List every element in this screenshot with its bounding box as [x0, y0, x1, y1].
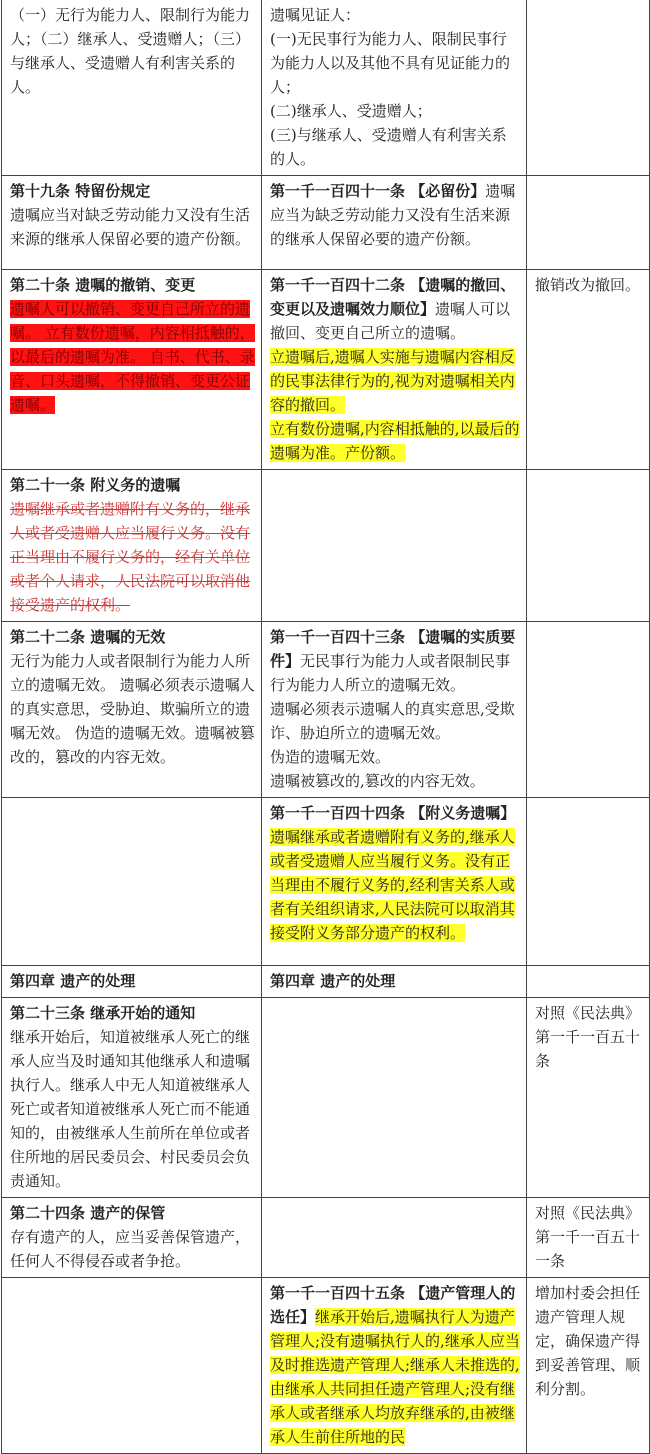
paragraph — [10, 625, 255, 649]
text-run: 立遗嘱后,遗嘱人实施与遗嘱内容相反的民事法律行为的,视为对遗嘱相关内容的撤回。 — [270, 348, 515, 414]
text-run: 无行为能力人或者限制行为能力人所立的遗嘱无效。 遗嘱必须表示遗嘱人的真实意思，受胁迫、欺骗所立的遗嘱无效。 伪造的遗嘱无效。遗嘱被篡改的，篡改的内容无效。 — [10, 652, 255, 766]
paragraph — [10, 649, 255, 769]
table-row — [2, 0, 650, 176]
paragraph — [270, 697, 520, 745]
table-row — [2, 270, 650, 470]
old-law-cell — [2, 998, 262, 1198]
paragraph — [10, 1025, 255, 1193]
text-run: 增加村委会担任遗产管理人规定，确保遗产得到妥善管理、顺利分割。 — [535, 1284, 641, 1398]
text-run: 遗嘱应当对缺乏劳动能力又没有生活来源的继承人保留必要的遗产份额。 — [10, 206, 251, 248]
table-row — [2, 176, 650, 270]
note-cell — [527, 998, 650, 1198]
old-law-cell — [2, 622, 262, 798]
text-run: (一)无民事行为能力人、限制民事行为能力人以及其他不具有见证能力的人； — [270, 30, 511, 96]
article-heading: 第四章 遗产的处理 — [10, 972, 136, 990]
text-run: 遗嘱应当为缺乏劳动能力又没有生活来源的继承人保留必要的遗产份额。 — [270, 182, 516, 248]
paragraph — [270, 273, 520, 345]
table-row — [2, 966, 650, 998]
paragraph — [10, 1225, 255, 1273]
text-run: 撤销改为撤回。 — [535, 276, 641, 294]
old-law-cell — [2, 270, 262, 470]
paragraph — [270, 417, 520, 465]
article-heading: 第四章 遗产的处理 — [270, 972, 396, 990]
text-run: 遗嘱继承或者遗赠附有义务的，继承人或者受遗赠人应当履行义务。没有正当理由不履行义务的，经有关单位或者个人请求，人民法院可以取消他接受遗产的权利。 — [10, 500, 251, 614]
text-run: （一）无行为能力人、限制行为能力人；（二）继承人、受遗赠人；（三）与继承人、受遗赠人有利害关系的人。 — [10, 6, 251, 96]
paragraph — [270, 1281, 520, 1449]
paragraph — [535, 1281, 643, 1401]
text-run: 无民事行为能力人或者限制民事行为能力人所立的遗嘱无效。 — [270, 652, 511, 694]
note-cell — [527, 1198, 650, 1278]
text-run: (二)继承人、受遗赠人； — [270, 102, 432, 120]
note-cell — [527, 966, 650, 998]
civil-code-cell — [262, 622, 527, 798]
paragraph — [270, 625, 520, 697]
article-heading: 第二十三条 继承开始的通知 — [10, 1004, 196, 1022]
paragraph — [10, 179, 255, 203]
paragraph — [10, 1001, 255, 1025]
note-cell — [527, 0, 650, 176]
article-heading: 第一千一百四十一条 【必留份】 — [270, 182, 486, 200]
table-row — [2, 798, 650, 966]
note-cell — [527, 622, 650, 798]
article-heading: 第二十条 遗嘱的撤销、变更 — [10, 276, 196, 294]
text-run: 对照《民法典》第一千一百五十一条 — [535, 1204, 641, 1270]
old-law-cell — [2, 176, 262, 270]
table-row — [2, 1198, 650, 1278]
text-run: 继承开始后,遗嘱执行人为遗产管理人;没有遗嘱执行人的,继承人应当及时推选遗产管理人;继承人未推选的,由继承人共同担任遗产管理人;没有继承人或者继承人均放弃继承的,由被继承人生前住所地的民 — [270, 1308, 520, 1446]
text-run: 对照《民法典》第一千一百五十条 — [535, 1004, 641, 1070]
old-law-cell — [2, 798, 262, 966]
text-run: 遗嘱被篡改的,篡改的内容无效。 — [270, 772, 485, 790]
table-body — [2, 0, 650, 1454]
paragraph — [270, 345, 520, 417]
table-row — [2, 1278, 650, 1454]
old-law-cell — [2, 1198, 262, 1278]
text-run: 遗嘱人可以撤回、变更自己所立的遗嘱。 — [270, 300, 511, 342]
civil-code-cell — [262, 0, 527, 176]
article-heading: 第二十四条 遗产的保管 — [10, 1204, 166, 1222]
article-heading: 第一千一百四十五条 【遗产管理人的选任】 — [270, 1284, 516, 1326]
paragraph — [535, 1201, 643, 1273]
paragraph — [10, 497, 255, 617]
paragraph — [270, 179, 520, 251]
civil-code-cell — [262, 998, 527, 1198]
text-run: 继承开始后，知道被继承人死亡的继承人应当及时通知其他继承人和遗嘱执行人。继承人中无人知道被继承人死亡或者知道被继承人死亡而不能通知的，由被继承人生前所在单位或者住所地的居民委员会、村民委员会负责通知。 — [10, 1028, 251, 1190]
civil-code-cell — [262, 798, 527, 966]
note-cell — [527, 176, 650, 270]
civil-code-cell — [262, 270, 527, 470]
text-run: 遗嘱必须表示遗嘱人的真实意思,受欺诈、胁迫所立的遗嘱无效。 — [270, 700, 515, 742]
note-cell — [527, 798, 650, 966]
paragraph — [10, 3, 255, 99]
civil-code-cell — [262, 1198, 527, 1278]
article-heading: 第一千一百四十四条 【附义务遗嘱】 — [270, 804, 516, 822]
old-law-cell — [2, 1278, 262, 1454]
paragraph — [270, 801, 520, 945]
paragraph — [270, 769, 520, 793]
text-run: 遗嘱继承或者遗赠附有义务的,继承人或者受遗赠人应当履行义务。没有正当理由不履行义务的,经利害关系人或者有关组织请求,人民法院可以取消其接受附义务部分遗产的权利。 — [270, 828, 515, 942]
table-row — [2, 998, 650, 1198]
paragraph — [10, 969, 255, 993]
civil-code-cell — [262, 470, 527, 622]
text-run: 遗嘱见证人： — [270, 6, 361, 24]
paragraph — [10, 297, 255, 417]
old-law-cell — [2, 470, 262, 622]
table-row — [2, 470, 650, 622]
law-comparison-table — [1, 0, 650, 1454]
article-heading: 第一千一百四十三条 【遗嘱的实质要件】 — [270, 628, 516, 670]
paragraph — [270, 3, 520, 27]
paragraph — [270, 99, 520, 123]
civil-code-cell — [262, 176, 527, 270]
paragraph — [10, 473, 255, 497]
article-heading: 第二十一条 附义务的遗嘱 — [10, 476, 181, 494]
paragraph — [270, 969, 520, 993]
paragraph — [535, 273, 643, 297]
civil-code-cell — [262, 966, 527, 998]
paragraph — [270, 123, 520, 171]
paragraph — [10, 1201, 255, 1225]
old-law-cell — [2, 0, 262, 176]
paragraph — [10, 273, 255, 297]
article-heading: 第一千一百四十二条 【遗嘱的撤回、变更以及遗嘱效力顺位】 — [270, 276, 516, 318]
paragraph — [535, 1001, 643, 1073]
text-run: 遗嘱人可以撤销、变更自己所立的遗嘱。 立有数份遗嘱，内容相抵触的，以最后的遗嘱为准。 自书、代书、录音、口头遗嘱，不得撤销、变更公证遗嘱。 — [10, 300, 255, 414]
civil-code-cell — [262, 1278, 527, 1454]
note-cell — [527, 270, 650, 470]
old-law-cell — [2, 966, 262, 998]
text-run: 立有数份遗嘱,内容相抵触的,以最后的遗嘱为准。产份额。 — [270, 420, 520, 462]
table-row — [2, 622, 650, 798]
article-heading: 第十九条 特留份规定 — [10, 182, 151, 200]
paragraph — [10, 203, 255, 251]
article-heading: 第二十二条 遗嘱的无效 — [10, 628, 166, 646]
note-cell — [527, 1278, 650, 1454]
text-run: 存有遗产的人，应当妥善保管遗产，任何人不得侵吞或者争抢。 — [10, 1228, 251, 1270]
text-run: (三)与继承人、受遗赠人有利害关系的人。 — [270, 126, 507, 168]
text-run: 伪造的遗嘱无效。 — [270, 748, 391, 766]
paragraph — [270, 745, 520, 769]
paragraph — [270, 27, 520, 99]
note-cell — [527, 470, 650, 622]
